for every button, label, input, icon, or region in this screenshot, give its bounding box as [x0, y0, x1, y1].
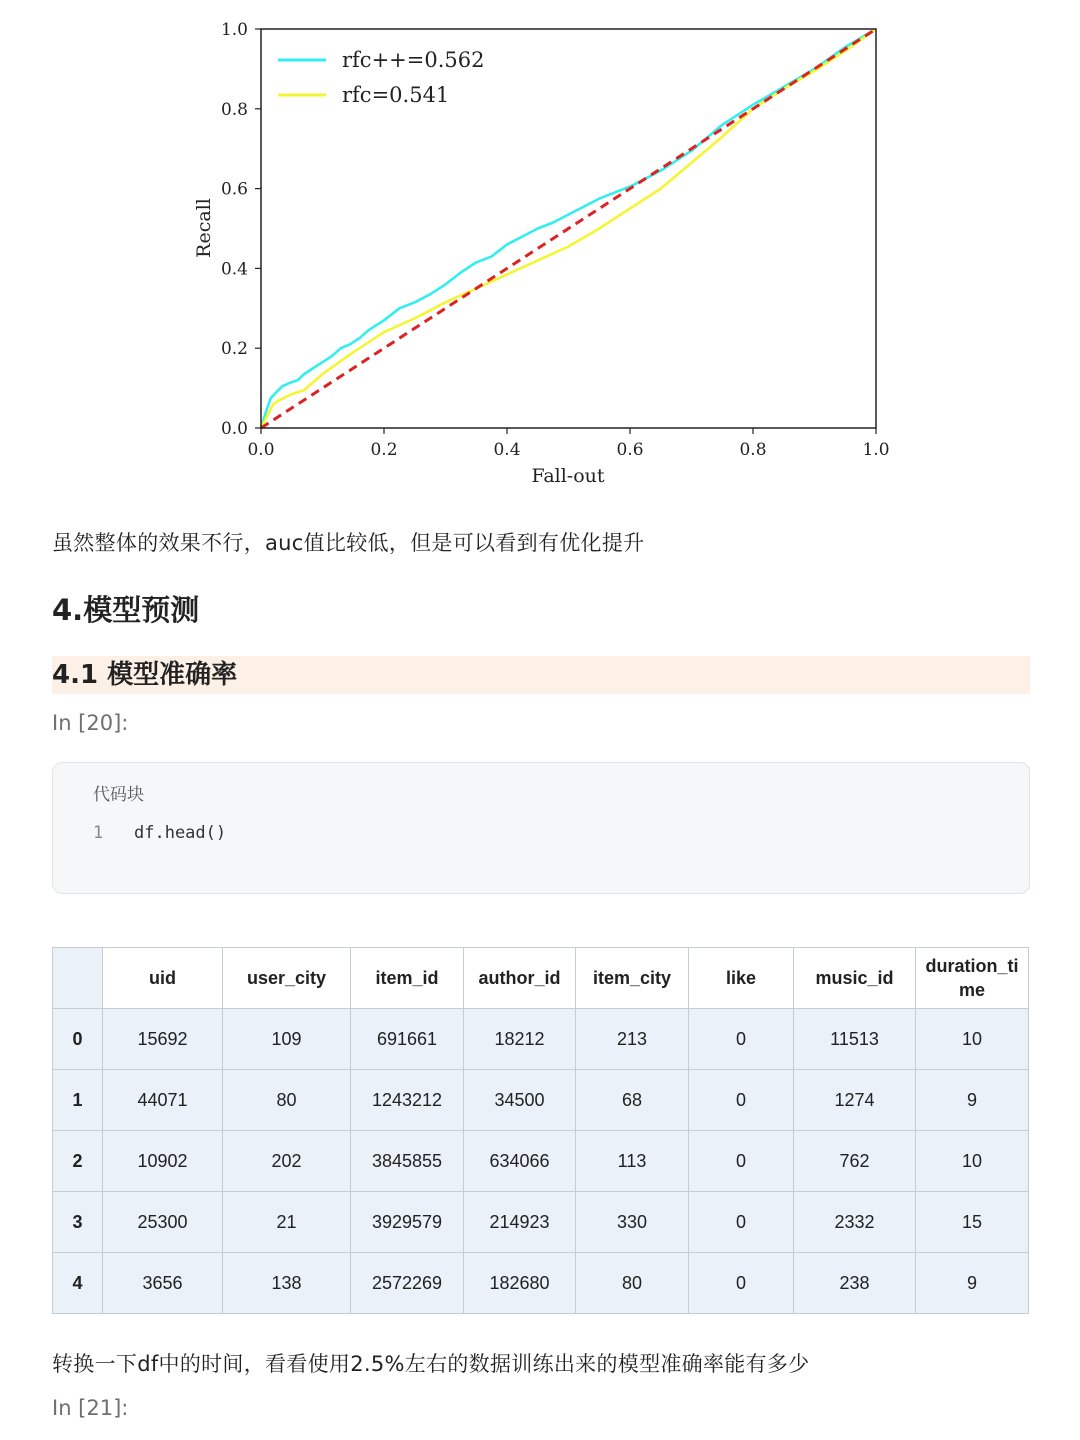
- table-cell: 1274: [794, 1070, 916, 1131]
- table-row: [53, 1070, 1029, 1131]
- table-cell: 109: [223, 1009, 351, 1070]
- section-heading: 4.模型预测: [52, 593, 200, 627]
- table-cell: 0: [689, 1009, 794, 1070]
- table-cell: 80: [576, 1253, 689, 1314]
- x-tick-label: 0.0: [247, 440, 275, 460]
- x-axis-label: Fall-out: [531, 465, 605, 487]
- table-cell: 330: [576, 1192, 689, 1253]
- paragraph-time-conversion: 转换一下df中的时间，看看使用2.5%左右的数据训练出来的模型准确率能有多少: [52, 1352, 810, 1376]
- table-cell: 15692: [103, 1009, 223, 1070]
- y-tick-label: 0.2: [220, 339, 248, 360]
- table-cell: 214923: [464, 1192, 576, 1253]
- table-row: [53, 1253, 1029, 1314]
- table-cell: 634066: [464, 1131, 576, 1192]
- row-index: 0: [53, 1009, 103, 1070]
- table-cell: 202: [223, 1131, 351, 1192]
- table-cell: 9: [916, 1070, 1029, 1131]
- row-index: 3: [53, 1192, 103, 1253]
- table-cell: 10: [916, 1131, 1029, 1192]
- legend-label: rfc=0.541: [342, 83, 450, 107]
- table-cell: 0: [689, 1070, 794, 1131]
- table-cell: 68: [576, 1070, 689, 1131]
- table-cell: 0: [689, 1131, 794, 1192]
- table-cell: 21: [223, 1192, 351, 1253]
- subsection-heading: 4.1 模型准确率: [52, 656, 1030, 694]
- table-cell: 18212: [464, 1009, 576, 1070]
- table-cell: 9: [916, 1253, 1029, 1314]
- table-cell: 2332: [794, 1192, 916, 1253]
- y-tick-label: 0.6: [220, 179, 248, 200]
- legend: [278, 48, 484, 107]
- column-header: music_id: [794, 948, 916, 1009]
- y-tick-label: 1.0: [220, 20, 248, 40]
- table-cell: 113: [576, 1131, 689, 1192]
- code-block-title: 代码块: [93, 785, 144, 805]
- y-tick-label: 0.0: [220, 419, 248, 439]
- table-cell: 44071: [103, 1070, 223, 1131]
- table-cell: 0: [689, 1253, 794, 1314]
- table-row: [53, 1131, 1029, 1192]
- table-cell: 3929579: [351, 1192, 464, 1253]
- paragraph-auc-note: 虽然整体的效果不行，auc值比较低，但是可以看到有优化提升: [52, 531, 645, 555]
- column-header: author_id: [464, 948, 576, 1009]
- table-cell: 213: [576, 1009, 689, 1070]
- table-cell: 762: [794, 1131, 916, 1192]
- x-tick-label: 0.2: [370, 440, 398, 460]
- table-cell: 34500: [464, 1070, 576, 1131]
- dataframe-table: [52, 947, 1029, 1314]
- table-cell: 238: [794, 1253, 916, 1314]
- y-tick-label: 0.4: [220, 259, 248, 280]
- table-cell: 25300: [103, 1192, 223, 1253]
- index-header: [53, 948, 103, 1009]
- row-index: 4: [53, 1253, 103, 1314]
- column-header: item_city: [576, 948, 689, 1009]
- cell-prompt-20: In [20]:: [52, 711, 129, 735]
- table-cell: 182680: [464, 1253, 576, 1314]
- table-cell: 10902: [103, 1131, 223, 1192]
- table-cell: 15: [916, 1192, 1029, 1253]
- y-tick-label: 0.8: [220, 99, 248, 120]
- code-line[interactable]: df.head(): [134, 823, 227, 843]
- column-header: item_id: [351, 948, 464, 1009]
- x-tick-label: 1.0: [862, 440, 890, 460]
- table-cell: 80: [223, 1070, 351, 1131]
- table-row: [53, 1009, 1029, 1070]
- table-cell: 138: [223, 1253, 351, 1314]
- column-header: duration_time: [916, 948, 1029, 1009]
- row-index: 2: [53, 1131, 103, 1192]
- table-cell: 1243212: [351, 1070, 464, 1131]
- x-tick-label: 0.6: [616, 440, 644, 460]
- y-axis-label: Recall: [193, 198, 215, 258]
- table-cell: 10: [916, 1009, 1029, 1070]
- table-row: [53, 1192, 1029, 1253]
- cell-prompt-21: In [21]:: [52, 1396, 129, 1420]
- legend-label: rfc++=0.562: [342, 48, 485, 72]
- row-index: 1: [53, 1070, 103, 1131]
- x-tick-label: 0.4: [493, 440, 521, 460]
- table-cell: 11513: [794, 1009, 916, 1070]
- column-header: uid: [103, 948, 223, 1009]
- table-cell: 0: [689, 1192, 794, 1253]
- code-line-number: 1: [93, 823, 104, 843]
- table-cell: 691661: [351, 1009, 464, 1070]
- table-cell: 2572269: [351, 1253, 464, 1314]
- column-header: like: [689, 948, 794, 1009]
- column-header: user_city: [223, 948, 351, 1009]
- table-cell: 3845855: [351, 1131, 464, 1192]
- table-cell: 3656: [103, 1253, 223, 1314]
- table-header-row: [53, 948, 1029, 1009]
- x-tick-label: 0.8: [739, 440, 767, 460]
- roc-curve-chart: [180, 10, 910, 500]
- code-block[interactable]: [52, 762, 1030, 894]
